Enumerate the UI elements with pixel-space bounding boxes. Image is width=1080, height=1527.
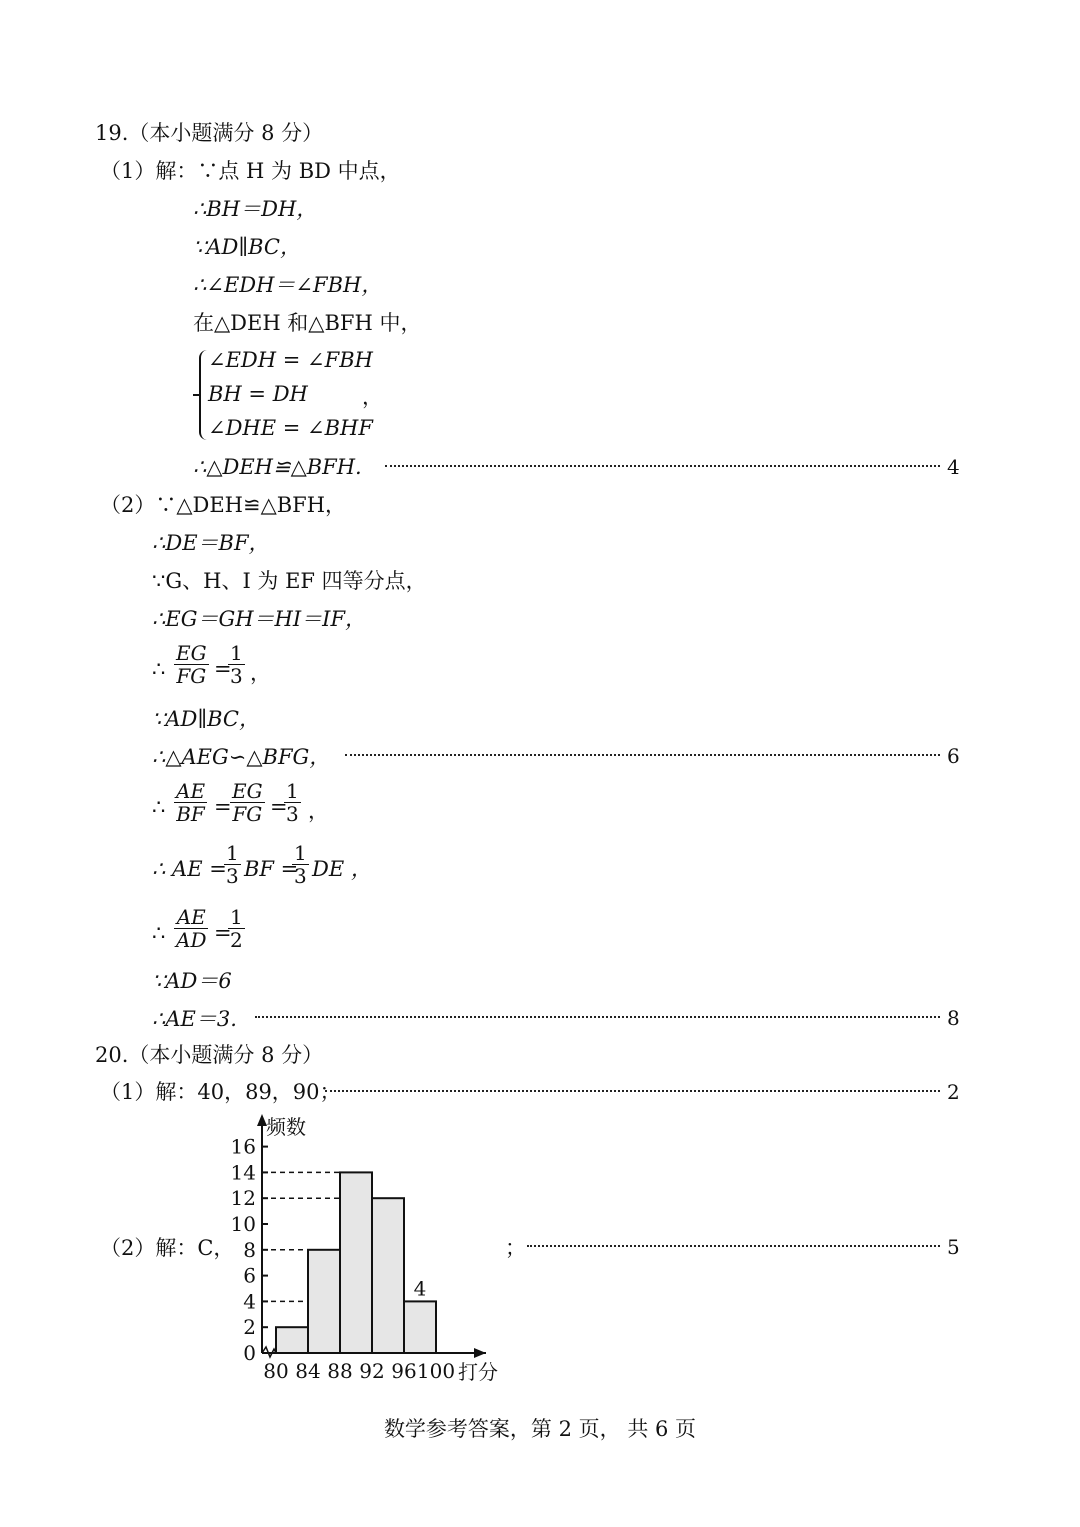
q19-p1-conclusion: ∴△DEH≌△BFH. [193, 455, 362, 479]
fraction-one-third [228, 642, 245, 687]
q19-p2-line7: ∵AD＝6 [152, 969, 232, 993]
q20-p2-text: （2）解：C， [100, 1236, 235, 1260]
histogram-bar [340, 1172, 372, 1353]
histogram-bar [372, 1198, 404, 1353]
score-mark: 8 [947, 1006, 960, 1030]
ae-expression-end: DE ， [312, 857, 372, 881]
y-axis-title: 频数 [266, 1115, 306, 1139]
therefore-symbol: ∴ [152, 921, 166, 945]
dotted-leader [385, 465, 940, 467]
system-eq-1: ∠EDH = ∠FBH [208, 348, 373, 372]
ae-expression-start: ∴ AE = [152, 857, 227, 881]
q19-p2-line5: ∵AD∥BC， [152, 707, 260, 731]
x-axis-arrow [474, 1348, 486, 1358]
fraction-one-half [228, 906, 245, 951]
histogram-bar [404, 1301, 436, 1353]
fraction-numerator: EG [232, 779, 263, 803]
therefore-symbol: ∴ [152, 657, 166, 681]
score-mark: 2 [947, 1080, 960, 1104]
equals-sign: = [214, 795, 232, 819]
fraction-one-third [284, 780, 301, 825]
fraction-numerator: 1 [226, 841, 239, 865]
fraction-numerator: AE [176, 779, 206, 803]
y-tick-label: 16 [230, 1134, 256, 1159]
system-brace-tip [193, 394, 199, 396]
fraction-denominator: 3 [286, 802, 299, 826]
system-eq-2: BH = DH [208, 382, 308, 406]
fraction-numerator: AE [174, 906, 208, 929]
therefore-symbol: ∴ [152, 795, 166, 819]
fraction-numerator: EG [176, 641, 207, 665]
page-footer: 数学参考答案，第 2 页， 共 6 页 [383, 1417, 697, 1441]
frequency-histogram [228, 1108, 518, 1388]
fraction-eg-fg [230, 780, 265, 825]
q20-p1-text: （1）解：40，89，90； [100, 1080, 341, 1104]
fraction-numerator: 1 [230, 641, 243, 665]
score-mark: 6 [947, 744, 960, 768]
fraction-denominator: BF [176, 802, 205, 826]
q20-header: 20.（本小题满分 8 分） [95, 1043, 324, 1067]
x-tick-label: 96 [391, 1359, 417, 1383]
x-tick-label: 80 [263, 1359, 289, 1383]
fraction-denominator: 3 [294, 864, 307, 888]
fraction-denominator: 3 [230, 664, 243, 688]
fraction-one-third [224, 842, 241, 887]
equals-sign: = [214, 921, 232, 945]
fraction-ae-ad [174, 906, 208, 951]
y-tick-label: 8 [243, 1237, 256, 1262]
histogram-bar [308, 1250, 340, 1353]
histogram-bar [276, 1327, 308, 1353]
fraction-denominator: 3 [226, 864, 239, 888]
q19-p1-line2: ∴BH＝DH， [193, 197, 318, 221]
dotted-leader [325, 1090, 940, 1092]
comma: ， [308, 799, 329, 823]
q19-p1-line3: ∵AD∥BC， [193, 235, 301, 259]
fraction-one-third [292, 842, 309, 887]
fraction-numerator: 1 [294, 841, 307, 865]
y-tick-label: 6 [243, 1263, 256, 1288]
fraction-numerator: 1 [286, 779, 299, 803]
q19-p2-line8: ∴AE＝3. [152, 1007, 237, 1031]
fraction-ae-bf [174, 780, 207, 825]
fraction-denominator: AD [176, 928, 207, 952]
x-tick-label: 92 [359, 1359, 385, 1383]
y-tick-label: 0 [243, 1341, 256, 1365]
y-tick-label: 12 [230, 1186, 256, 1211]
q19-p1-line5: 在△DEH 和△BFH 中， [193, 311, 422, 335]
fraction-denominator: FG [232, 802, 263, 826]
x-axis-title: 打分 [458, 1360, 498, 1384]
q19-header: 19.（本小题满分 8 分） [95, 121, 324, 145]
fraction-denominator: 2 [230, 928, 243, 952]
q19-p2-line3: ∵G、H、I 为 EF 四等分点， [152, 569, 427, 593]
dotted-leader [255, 1016, 940, 1018]
y-tick-label: 14 [230, 1160, 256, 1185]
ae-expression-mid: BF = [244, 857, 299, 881]
equals-sign: = [214, 657, 232, 681]
score-mark: 4 [947, 455, 960, 479]
system-eq-3: ∠DHE = ∠BHF [208, 416, 373, 440]
q19-p2-line1: （2）∵△DEH≌△BFH， [100, 493, 347, 517]
y-tick-label: 2 [243, 1315, 256, 1340]
q20-p2-semicolon: ； [505, 1236, 526, 1260]
fraction-denominator: FG [176, 664, 207, 688]
fraction-eg-fg [174, 642, 209, 687]
score-mark: 5 [947, 1235, 960, 1259]
x-tick-label: 88 [327, 1359, 353, 1383]
comma: ， [250, 661, 271, 685]
x-tick-label: 84 [295, 1359, 321, 1383]
dotted-leader [345, 754, 940, 756]
x-tick-label: 100 [416, 1359, 456, 1383]
dotted-leader [527, 1245, 940, 1247]
q19-p1-line4: ∴∠EDH＝∠FBH， [193, 273, 383, 297]
q19-p1-line1: （1）解：∵点 H 为 BD 中点， [100, 159, 401, 183]
y-tick-label: 4 [243, 1289, 256, 1314]
q19-p2-line6: ∴△AEG∽△BFG， [152, 745, 331, 769]
system-comma: ， [362, 385, 383, 409]
q19-p2-line2: ∴DE＝BF， [152, 531, 270, 555]
fraction-numerator: 1 [230, 905, 243, 929]
equals-sign: = [270, 795, 288, 819]
y-tick-label: 10 [230, 1212, 256, 1236]
bar-value-label: 4 [413, 1276, 427, 1301]
q19-p2-line4: ∴EG＝GH＝HI＝IF， [152, 607, 367, 631]
